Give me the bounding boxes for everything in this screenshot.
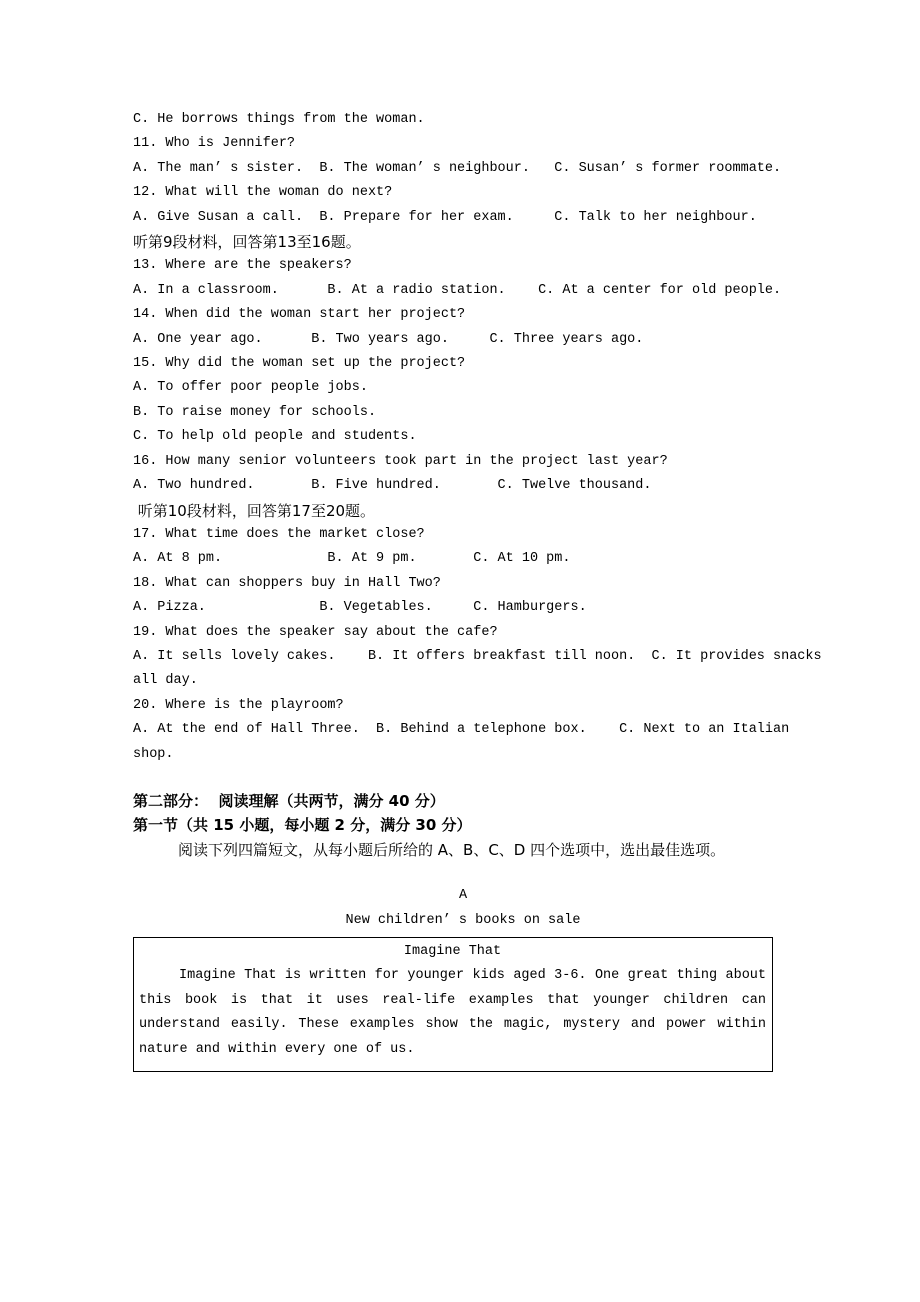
section-one-header: 第一节（共 15 小题，每小题 2 分，满分 30 分） [133, 816, 472, 835]
part-two-header: 第二部分： 阅读理解（共两节，满分 40 分） [133, 791, 445, 810]
options-line-20-cont: shop. [133, 746, 174, 762]
option-line-15c: C. To help old people and students. [133, 429, 417, 445]
options-line-17: A. At 8 pm. B. At 9 pm. C. At 10 pm. [133, 551, 571, 567]
passage-label: A [458, 888, 468, 904]
options-line-19: A. It sells lovely cakes. B. It offers breakfast till noon. C. It provides snacks [133, 648, 822, 664]
options-line-11: A. The man’ s sister. B. The woman’ s neighbour. C. Susan’ s former roommate. [133, 160, 782, 176]
option-line-15b: B. To raise money for schools. [133, 404, 377, 420]
document-body [133, 108, 833, 1072]
options-line-13: A. In a classroom. B. At a radio station. C. At a center for old people. [133, 282, 782, 298]
question-line-15: 15. Why did the woman set up the project? [133, 356, 466, 372]
question-line-16: 16. How many senior volunteers took part in the project last year? [133, 453, 668, 469]
question-line-20: 20. Where is the playroom? [133, 697, 344, 713]
question-line-17: 17. What time does the market close? [133, 526, 425, 542]
question-line-19: 19. What does the speaker say about the cafe? [133, 624, 498, 640]
listening-instruction-10: 听第10段材料，回答第17至20题。 [133, 501, 376, 520]
options-line-12: A. Give Susan a call. B. Prepare for her exam. C. Talk to her neighbour. [133, 209, 757, 225]
options-line-20: A. At the end of Hall Three. B. Behind a telephone box. C. Next to an Italian [133, 722, 790, 738]
options-line-14: A. One year ago. B. Two years ago. C. Three years ago. [133, 331, 644, 347]
options-line-19-cont: all day. [133, 673, 198, 689]
question-line-12: 12. What will the woman do next? [133, 185, 393, 201]
listening-instruction-9: 听第9段材料，回答第13至16题。 [133, 233, 361, 252]
options-line-18: A. Pizza. B. Vegetables. C. Hamburgers. [133, 600, 587, 616]
box-paragraph: Imagine That is written for younger kids aged 3-6. One great thing about this book is that it uses real-life examples that younger children can understand easily. These examples show the magic, mystery and power within nature and within every one of us. [139, 968, 766, 1057]
question-line-11: 11. Who is Jennifer? [133, 136, 296, 152]
option-line-15a: A. To offer poor people jobs. [133, 380, 368, 396]
question-line-14: 14. When did the woman start her project? [133, 307, 466, 323]
question-line-13: 13. Where are the speakers? [133, 258, 352, 274]
question-line-18: 18. What can shoppers buy in Hall Two? [133, 575, 441, 591]
book-description-box [133, 937, 773, 1072]
lines-container [133, 108, 833, 933]
option-line-10c: C. He borrows things from the woman. [133, 112, 425, 127]
reading-instruction: 阅读下列四篇短文，从每小题后所给的 A、B、C、D 四个选项中，选出最佳选项。 [178, 840, 726, 859]
box-title: Imagine That [403, 944, 502, 959]
passage-title: New children’ s books on sale [345, 912, 581, 928]
options-line-16: A. Two hundred. B. Five hundred. C. Twelve thousand. [133, 478, 652, 494]
